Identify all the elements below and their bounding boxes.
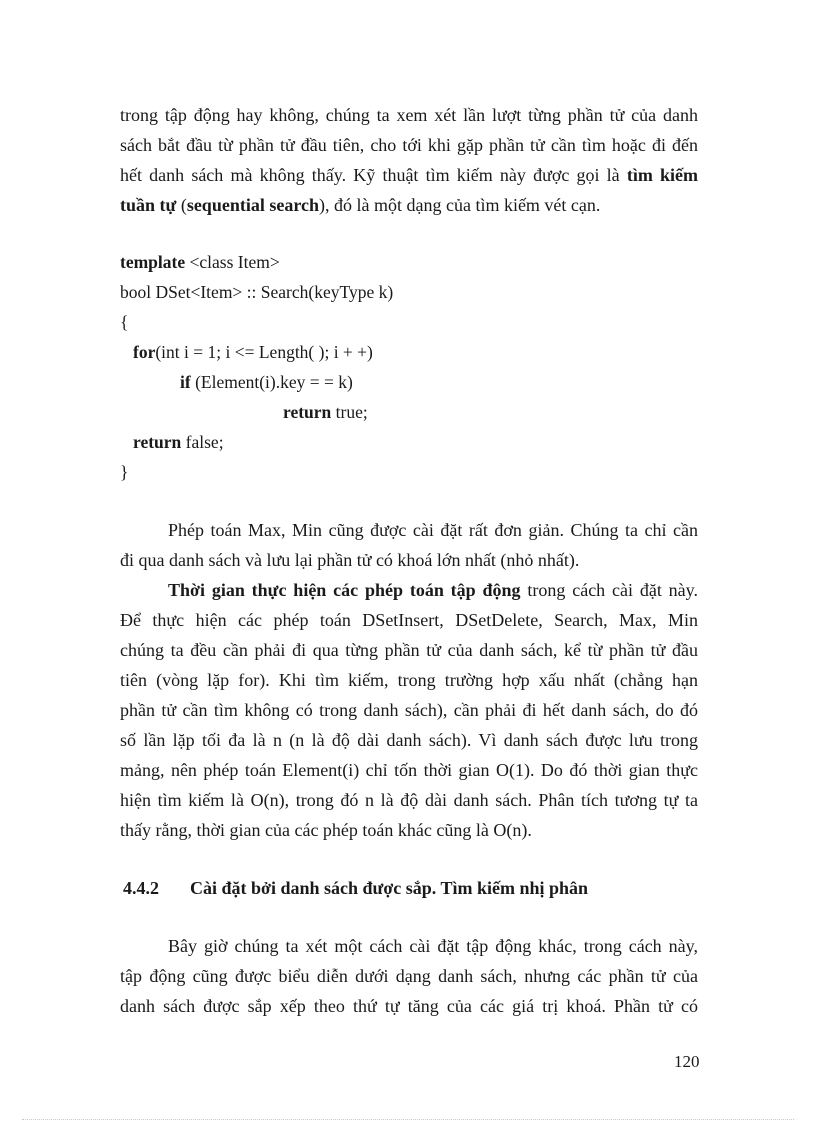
code-line (120, 247, 280, 277)
code-text: false; (181, 432, 224, 452)
paragraph-line: thấy rằng, thời gian của các phép toán khác cũng là O(n). (120, 820, 532, 840)
code-line (133, 427, 224, 457)
paragraph-line: danh sách được sắp xếp theo thứ tự tăng của các giá trị khoá. Phần tử có (120, 996, 698, 1016)
paragraph-line: tập động cũng được biểu diễn dưới dạng danh sách, nhưng các phần tử của (120, 966, 698, 986)
text-span: ), đó là một dạng của tìm kiếm vét cạn. (318, 195, 601, 215)
bold-term: tuần tự (120, 195, 177, 215)
paragraph-line: sách bắt đầu từ phần tử đầu tiên, cho tới khi gặp phần tử cần tìm hoặc đi đến (120, 135, 698, 155)
paragraph-line: Bây giờ chúng ta xét một cách cài đặt tập động khác, trong cách này, (168, 936, 698, 956)
code-line (133, 337, 373, 367)
code-text: <class Item> (185, 252, 280, 272)
code-line: bool DSet<Item> :: Search(keyType k) (120, 282, 394, 302)
bold-term: Thời gian thực hiện các phép toán tập động (168, 580, 521, 600)
code-text: (Element(i).key = = k) (190, 372, 353, 392)
code-keyword: return (133, 432, 182, 452)
code-text: (int i = 1; i <= Length( ); i + +) (155, 342, 373, 362)
section-title: Cài đặt bởi danh sách được sắp. Tìm kiếm nhị phân (190, 878, 589, 898)
paragraph-line (168, 575, 698, 605)
paragraph-line (120, 190, 600, 220)
paragraph-line: trong tập động hay không, chúng ta xem xét lần lượt từng phần tử của danh (120, 105, 698, 125)
paragraph-line: tiên (vòng lặp for). Khi tìm kiếm, trong trường hợp xấu nhất (chẳng hạn (120, 670, 698, 690)
code-line (283, 397, 368, 427)
code-keyword: template (120, 252, 186, 272)
paragraph-line: số lần lặp tối đa là n (n là độ dài danh sách). Vì danh sách được lưu trong (120, 730, 698, 750)
code-keyword: return (283, 402, 332, 422)
bold-term: tìm kiếm (626, 165, 698, 185)
code-line (180, 367, 353, 397)
text-span: trong cách cài đặt này. (520, 580, 698, 600)
page-number: 120 (674, 1052, 700, 1071)
paragraph-line: hiện tìm kiếm là O(n), trong đó n là độ dài danh sách. Phân tích tương tự ta (120, 790, 698, 810)
code-keyword: if (180, 372, 191, 392)
paragraph-line: đi qua danh sách và lưu lại phần tử có khoá lớn nhất (nhỏ nhất). (120, 550, 580, 570)
code-keyword: for (133, 342, 156, 362)
code-line: } (120, 462, 129, 482)
paragraph-line: Để thực hiện các phép toán DSetInsert, DSetDelete, Search, Max, Min (120, 610, 698, 630)
paragraph-line: phần tử cần tìm không có trong danh sách), cần phải đi hết danh sách, do đó (120, 700, 698, 720)
section-number: 4.4.2 (123, 878, 159, 898)
text-span: hết danh sách mà không thấy. Kỹ thuật tìm kiếm này được gọi là (120, 165, 627, 185)
text-span: ( (176, 195, 187, 215)
page-border-divider (22, 1119, 794, 1120)
paragraph-line: mảng, nên phép toán Element(i) chỉ tốn thời gian O(1). Do đó thời gian thực (120, 760, 698, 780)
paragraph-line: chúng ta đều cần phải đi qua từng phần tử của danh sách, kể từ phần tử đầu (120, 640, 698, 660)
code-line: { (120, 312, 129, 332)
paragraph-line (120, 160, 698, 190)
code-text: true; (331, 402, 368, 422)
paragraph-line: Phép toán Max, Min cũng được cài đặt rất đơn giản. Chúng ta chỉ cần (168, 520, 698, 540)
bold-term: sequential search (186, 195, 319, 215)
